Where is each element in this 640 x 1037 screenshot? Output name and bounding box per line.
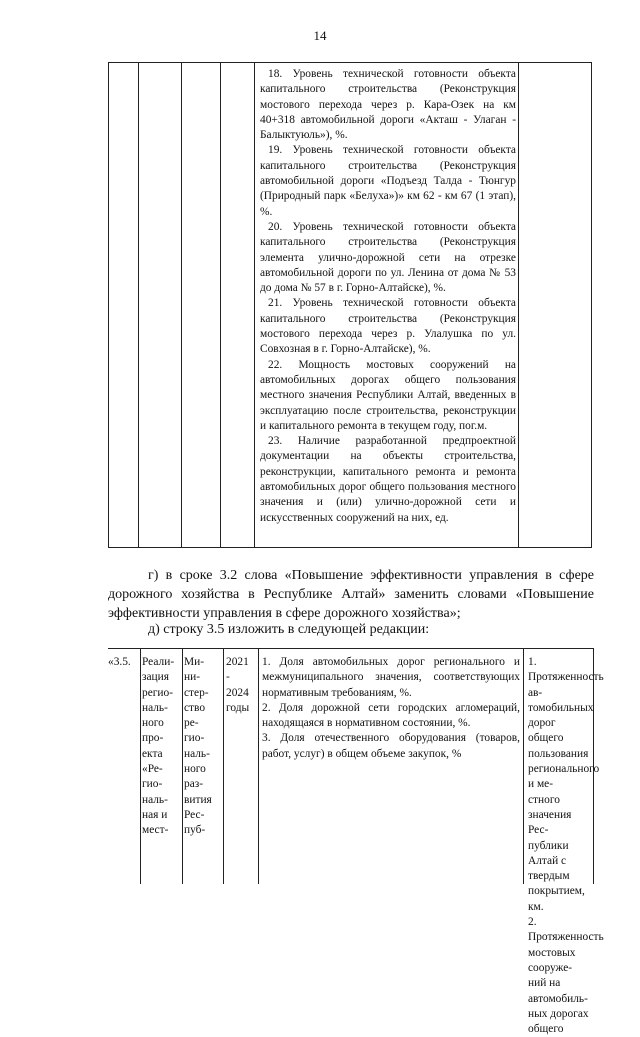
- table-column-divider: [518, 63, 519, 547]
- indicators-cell: [260, 67, 516, 526]
- indicator-item: 20. Уровень технической готовности объекта капитального строительства (Реконструкция элемента улично-дорожной сети на отрезке автомобильной дороги по ул. Ленина от дома № 53 до дома № 57 в г. Горно-Алтайске), %.: [260, 220, 516, 295]
- indicator-item: 18. Уровень технической готовности объекта капитального строительства (Реконструкция мостового перехода через р. Кара-Озек на км 40+318 автомобильной дороги «Акташ - Улаган - Балыктуюль»), %.: [260, 68, 516, 142]
- table-row-3-5: [108, 648, 604, 1036]
- table-border-right: [591, 63, 592, 547]
- table-column-divider: [223, 649, 224, 884]
- results-cell: 1. Протяженность ав- томобильных дорог общего пользования регионального и ме- стного значения Рес- публики Алтай с твердым покрытием, км. 2. Протяженность мостовых сооруже- ний на автомобиль- ных дорогах общего: [528, 656, 604, 1036]
- table-column-divider: [523, 649, 524, 884]
- indicator-item: 2. Доля дорожной сети городских агломераций, находящаяся в нормативном состоянии, %.: [262, 701, 520, 730]
- row-number-cell: «3.5.: [108, 656, 131, 668]
- table-column-divider: [258, 649, 259, 884]
- table-column-divider: [254, 63, 255, 547]
- indicator-item: 3. Доля отечественного оборудования (товаров, работ, услуг) в общем объеме закупок, %: [262, 732, 520, 760]
- years-cell: 2021 - 2024 годы: [226, 656, 250, 714]
- indicator-item: 23. Наличие разработанной предпроектной документации на объекты строительства, реконструкции, капитального ремонта и ремонта автомобильных дорог общего пользования местного значения и (или) улично-дорожной сети и искусственных сооружений на них, ед.: [260, 435, 516, 524]
- table-column-divider: [140, 649, 141, 884]
- table-column-divider: [220, 63, 221, 547]
- indicator-item: 1. Доля автомобильных дорог регионального и межмуниципального значения, соответствующих нормативным требованиям, %.: [262, 656, 520, 699]
- table-column-divider: [138, 63, 139, 547]
- table-border-left: [108, 63, 109, 547]
- indicator-item: 22. Мощность мостовых сооружений на автомобильных дорогах общего пользования местного значения Республики Алтай, введенных в эксплуатацию после строительства, реконструкции и капитального ремонта в текущем году, пог.м.: [260, 358, 516, 432]
- page-number: 14: [313, 28, 327, 43]
- amendment-paragraph-g: г) в сроке 3.2 слова «Повышение эффективности управления в сфере дорожного хозяйства в Республике Алтай» заменить словами «Повышение эффективности управления в сфере дорожного хозяйства»;: [108, 568, 594, 621]
- responsible-cell: Ми- ни- стер- ство ре- гио- наль- ного раз- вития Рес- пуб-: [184, 656, 212, 837]
- indicator-item: 21. Уровень технической готовности объекта капитального строительства (Реконструкция мостового перехода через р. Улалушка по ул. Совхозная в г. Горно-Алтайске), %.: [260, 297, 516, 356]
- table-continuation: [108, 62, 592, 548]
- amendment-paragraph-d: д) строку 3.5 изложить в следующей редакции:: [148, 622, 430, 637]
- table-column-divider: [182, 649, 183, 884]
- indicator-item: 19. Уровень технической готовности объекта капитального строительства (Реконструкция автомобильной дороги «Подъезд Талда - Тюнгур (Природный парк «Белуха»)» км 62 - км 67 (1 этап), %.: [260, 144, 516, 218]
- table-column-divider: [181, 63, 182, 547]
- indicators-cell: [262, 655, 520, 762]
- event-name-cell: Реали- зация регио- наль- ного про- екта «Ре- гио- наль- ная и мест-: [142, 656, 175, 837]
